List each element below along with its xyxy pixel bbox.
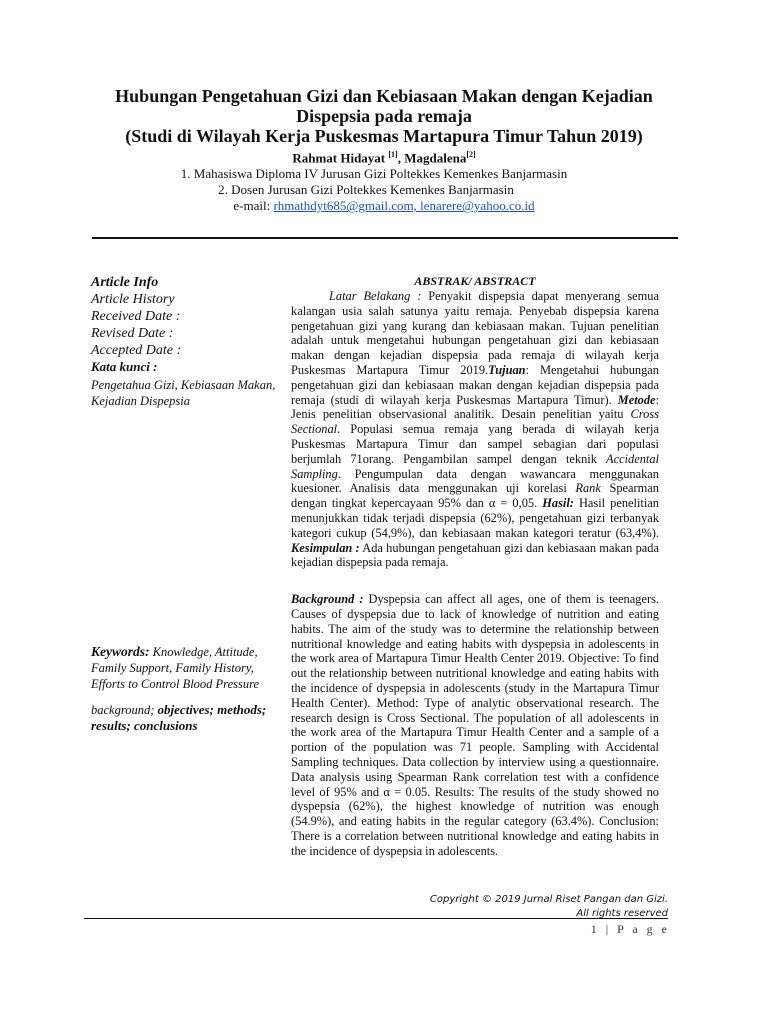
author-1: Rahmat Hidayat bbox=[292, 150, 386, 166]
author-separator: , bbox=[397, 150, 405, 166]
accepted-date: Accepted Date : bbox=[91, 343, 182, 358]
keywords-block bbox=[91, 644, 281, 734]
rank-term: Rank bbox=[575, 481, 601, 496]
abstract-heading: ABSTRAK/ ABSTRACT bbox=[414, 274, 536, 288]
authors bbox=[0, 147, 768, 166]
metode-label: Metode bbox=[617, 392, 656, 407]
title-block bbox=[0, 86, 768, 214]
affiliation-2: 2. Dosen Jurusan Gizi Poltekkes Kemenkes Banjarmasin bbox=[218, 182, 514, 198]
abstract-column bbox=[291, 274, 659, 858]
copyright-footer bbox=[380, 893, 668, 921]
hasil-text: Hasil penelitian menunjukkan tidak terjadi dispepsia (62%), pengetahuan gizi terbanyak kategori cukup (54,9%), dan kebiasaan makan kategori teratur (63,4%). bbox=[291, 496, 659, 540]
paper-subtitle: (Studi di Wilayah Kerja Puskesmas Martapura Timur Tahun 2019) bbox=[125, 126, 643, 146]
author-1-ref: [1] bbox=[388, 150, 398, 159]
kata-kunci-label: Kata kunci : bbox=[91, 359, 158, 374]
article-info-heading: Article Info bbox=[91, 275, 159, 290]
background-label: Background : bbox=[291, 592, 364, 607]
metode-text-1: : Jenis penelitian observasional analitik. Desain penelitian yaitu bbox=[291, 392, 659, 422]
received-date: Received Date : bbox=[91, 309, 181, 324]
header-divider bbox=[92, 237, 678, 239]
cross-sectional-term: Cross Sectional bbox=[291, 407, 659, 437]
metode-text-3: . Pengumpulan data dengan wawancara menggunakan kuesioner. Analisis data menggunakan uji korelasi bbox=[291, 466, 659, 496]
affiliation-1: 1. Mahasiswa Diploma IV Jurusan Gizi Poltekkes Kemenkes Banjarmasin bbox=[180, 166, 568, 182]
copyright-text: Copyright © 2019 Jurnal Riset Pangan dan Gizi. bbox=[429, 894, 668, 905]
article-info bbox=[91, 274, 281, 409]
author-2-ref: [2] bbox=[466, 150, 476, 159]
metode-text-2: . Populasi semua remaja yang berada di wilayah kerja Puskesmas Martapura Timur dan sampel sebagian dari populasi berjumlah 71orang. Pengambilan sampel dengan teknik bbox=[291, 422, 659, 466]
email-line bbox=[0, 198, 768, 214]
kesimpulan-text: Ada hubungan pengetahuan gizi dan kebiasaan makan pada kejadian dispepsia pada remaja. bbox=[291, 540, 659, 570]
rights-text: All rights reserved bbox=[576, 908, 668, 919]
latar-belakang-text: Penyakit dispepsia dapat menyerang semua kalangan usia salah satunya yaitu remaja. Penyebab dispepsia karena pengetahuan gizi yang kurang dan kebiasaan makan. Tujuan penelitian adalah untuk mengetahui hubungan pengetahuan gizi dan kebiasaan makan dengan kejadian dispepsia pada remaja di wilayah kerja Puskesmas Martapura Timur 2019. bbox=[291, 289, 659, 377]
revised-date: Revised Date : bbox=[91, 326, 174, 341]
abstrak-indonesian bbox=[291, 289, 659, 570]
paper-title-line1: Hubungan Pengetahuan Gizi dan Kebiasaan Makan dengan Kejadian bbox=[115, 86, 653, 106]
abstract-sections-list bbox=[91, 702, 281, 734]
tujuan-text: : Mengetahui hubungan pengetahuan gizi dan kebiasaan makan dengan kejadian dispepsia pada remaja (studi di wilayah kerja Puskesmas Martapura Timur). bbox=[291, 362, 660, 407]
metode-text-4: Spearman dengan tingkat kepercayaan 95% dan α = 0,05. bbox=[291, 481, 659, 511]
footer-divider bbox=[84, 918, 668, 919]
keywords-label: Keywords: bbox=[91, 644, 150, 659]
author-2: Magdalena bbox=[404, 150, 467, 166]
accidental-sampling-term: Accidental Sampling bbox=[291, 451, 659, 481]
email-label: e-mail: bbox=[233, 198, 274, 214]
tujuan-label: Tujuan bbox=[488, 362, 526, 377]
paper-title-line2: Dispepsia pada remaja bbox=[296, 106, 472, 126]
kesimpulan-label: Kesimpulan : bbox=[291, 540, 360, 555]
article-history: Article History bbox=[91, 292, 175, 307]
abstract-english bbox=[291, 592, 659, 858]
email-link[interactable]: rhmathdyt685@gmail.com, lenarere@yahoo.co.id bbox=[273, 198, 535, 214]
page-number: 1 | P a g e bbox=[590, 922, 670, 936]
keywords bbox=[91, 644, 281, 692]
sections-first: background; bbox=[91, 703, 158, 717]
latar-belakang-label: Latar Belakang : bbox=[329, 289, 422, 303]
kata-kunci-text: Pengetahua Gizi, Kebiasaan Makan, Kejadian Dispepsia bbox=[91, 378, 276, 408]
keywords-text: Knowledge, Attitude, Family Support, Family History, Efforts to Control Blood Pressure bbox=[91, 645, 260, 691]
sections-rest: objectives; methods; results; conclusions bbox=[91, 702, 267, 733]
hasil-label: Hasil: bbox=[542, 496, 574, 511]
english-abstract-text: Dyspepsia can affect all ages, one of them is teenagers. Causes of dyspepsia due to lack of knowledge of nutrition and eating habits. The aim of the study was to determine the relationship between nutritional knowledge and eating habits with dyspepsia in adolescents in the work area of Martapura Timur Health Center 2019. Objective: To find out the relationship between nutritional knowledge and eating habits with the incidence of dyspepsia in adolescents (study in the Martapura Timur Health Center). Method: Type of analytic observational research. The research design is Cross Sectional. The population of all adolescents in the work area of the Martapura Timur Health Center and a sample of a portion of the population was 71 people. Sampling with Accidental Sampling techniques. Data collection by interview using a questionnaire. Data analysis using Spearman Rank correlation test with a confidence level of 95% and α = 0.05. Results: The results of the study showed no dyspepsia (62%), the highest knowledge of nutrition was enough (54.9%), and eating habits in the regular category (63.4%). Conclusion: There is a correlation between nutritional knowledge and eating habits in the incidence of dyspepsia in adolescents. bbox=[291, 592, 659, 858]
